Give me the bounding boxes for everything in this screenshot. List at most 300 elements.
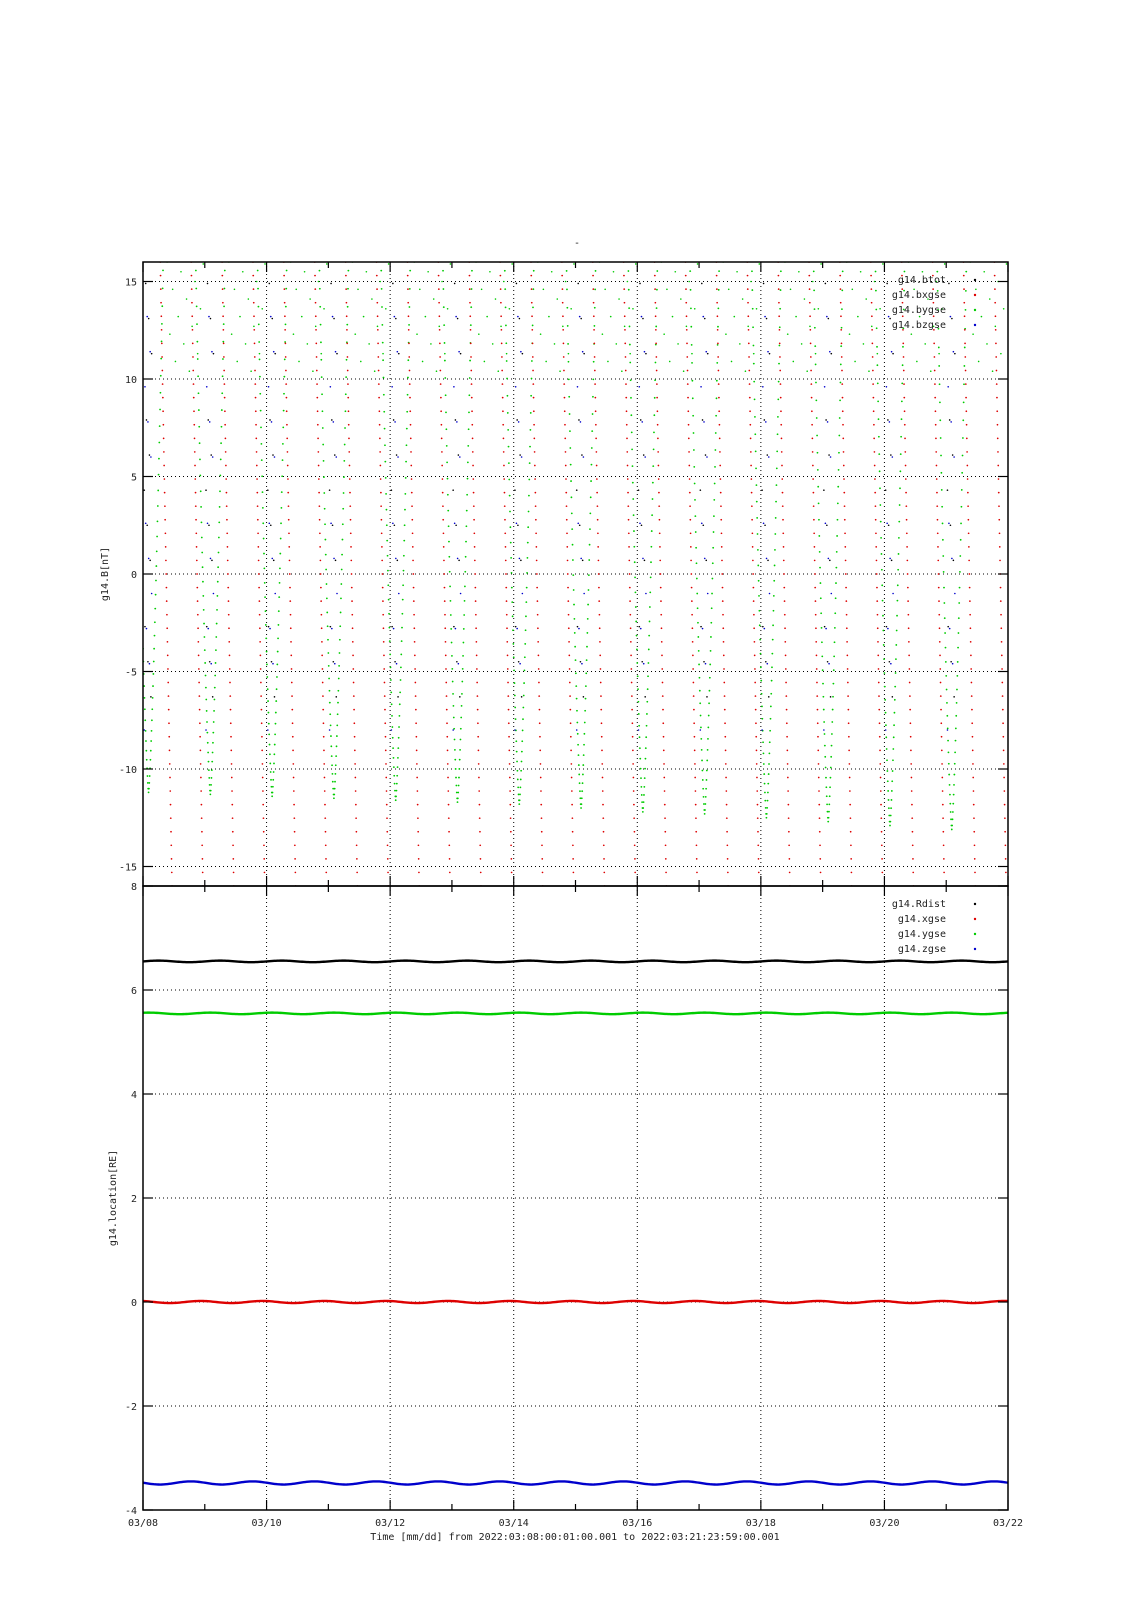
bxgse-point <box>572 817 574 819</box>
bxgse-point <box>469 315 471 317</box>
bxgse-point <box>562 329 564 331</box>
btot-point <box>889 318 891 320</box>
btot-point <box>333 661 335 663</box>
bygse-point <box>717 326 719 328</box>
bxgse-point <box>940 682 942 684</box>
bygse-point <box>344 444 346 446</box>
bxgse-point <box>351 614 353 616</box>
bxgse-point <box>973 804 975 806</box>
bxgse-point <box>197 614 199 616</box>
bxgse-point <box>717 315 719 317</box>
bygse-point <box>888 799 890 801</box>
bygse-point <box>630 414 632 416</box>
btot-point <box>823 489 825 491</box>
bygse-point <box>639 736 641 738</box>
bygse-point <box>319 270 321 272</box>
bxgse-point <box>161 329 163 331</box>
bxgse-point <box>532 343 534 345</box>
bygse-point <box>709 690 711 692</box>
bygse-point <box>151 708 153 710</box>
bygse-point <box>634 577 636 579</box>
bxgse-point <box>562 302 564 304</box>
bygse-point <box>322 410 324 412</box>
bygse-point <box>863 343 865 345</box>
bygse-point <box>756 501 758 503</box>
bygse-point <box>144 719 146 721</box>
bygse-point <box>532 325 534 327</box>
bygse-point <box>266 676 268 678</box>
bygse-point <box>956 675 958 677</box>
bygse-point <box>589 544 591 546</box>
bygse-point <box>825 767 827 769</box>
bygse-point <box>151 719 153 721</box>
bygse-point <box>471 270 473 272</box>
bxgse-point <box>352 655 354 657</box>
bygse-point <box>309 298 311 300</box>
bygse-point <box>814 308 816 310</box>
panel2-ytick-label: 4 <box>130 1090 137 1101</box>
bygse-point <box>214 699 216 701</box>
bygse-point <box>706 779 708 781</box>
bygse-point <box>860 271 862 273</box>
bygse-point <box>258 306 260 308</box>
bxgse-point <box>727 858 729 860</box>
bygse-point <box>773 595 775 597</box>
bzgse-point <box>701 523 703 525</box>
bxgse-point <box>195 492 197 494</box>
bygse-point <box>938 347 940 349</box>
bxgse-point <box>194 437 196 439</box>
bxgse-point <box>693 709 695 711</box>
bygse-point <box>339 639 341 641</box>
bygse-point <box>445 428 447 430</box>
bxgse-trace <box>716 261 729 887</box>
bxgse-point <box>413 587 415 589</box>
panel1-ytick-label: -10 <box>118 765 137 776</box>
bygse-point <box>327 652 329 654</box>
bygse-point <box>343 476 345 478</box>
bxgse-point <box>566 532 568 534</box>
bxgse-point <box>844 546 846 548</box>
bygse-point <box>632 482 634 484</box>
bxgse-point <box>757 844 759 846</box>
bzgse-point <box>392 523 394 525</box>
bxgse-point <box>691 600 693 602</box>
bygse-point <box>301 316 303 318</box>
bxgse-point <box>293 817 295 819</box>
bxgse-point <box>408 356 410 358</box>
bygse-point <box>454 759 456 761</box>
bygse-point <box>801 343 803 345</box>
bygse-point <box>981 316 983 318</box>
bygse-point <box>218 537 220 539</box>
bygse-point <box>528 495 530 497</box>
bxgse-point <box>288 505 290 507</box>
bxgse-point <box>967 492 969 494</box>
bygse-point <box>258 341 260 343</box>
bxgse-point <box>348 424 350 426</box>
bxgse-point <box>629 600 631 602</box>
bygse-point <box>944 263 946 265</box>
bygse-point <box>391 715 393 717</box>
bygse-point <box>586 632 588 634</box>
bzgse-point <box>948 523 950 525</box>
bygse-point <box>392 737 394 739</box>
bygse-point <box>769 730 771 732</box>
bygse-daily-dip <box>689 261 760 815</box>
bygse-point <box>450 628 452 630</box>
btot-point <box>641 524 643 526</box>
bxgse-point <box>601 722 603 724</box>
bxgse-point <box>289 573 291 575</box>
btot-point <box>336 353 338 355</box>
bxgse-point <box>819 831 821 833</box>
bzgse-point <box>331 628 333 630</box>
bxgse-point <box>844 505 846 507</box>
bxgse-point <box>720 492 722 494</box>
btot-point <box>700 489 702 491</box>
bygse-point <box>422 361 424 363</box>
bygse-point <box>162 269 164 271</box>
btot-bzgse-points <box>329 283 338 731</box>
bxgse-point <box>570 736 572 738</box>
bxgse-point <box>170 844 172 846</box>
bygse-point <box>337 702 339 704</box>
bxgse-point <box>997 451 999 453</box>
bxgse-point <box>688 424 690 426</box>
bxgse-point <box>817 736 819 738</box>
bygse-point <box>266 664 268 666</box>
bxgse-point <box>595 397 597 399</box>
bxgse-point <box>231 790 233 792</box>
bygse-point <box>264 582 266 584</box>
bygse-point <box>709 677 711 679</box>
bygse-point <box>386 509 388 511</box>
bygse-point <box>569 447 571 449</box>
bxgse-point <box>475 627 477 629</box>
bxgse-point <box>475 600 477 602</box>
bygse-point <box>705 796 707 798</box>
bxgse-point <box>167 668 169 670</box>
bxgse-point <box>655 302 657 304</box>
btot-point <box>391 626 393 628</box>
bxgse-point <box>968 519 970 521</box>
bygse-point <box>191 326 193 328</box>
bygse-point <box>710 636 712 638</box>
bygse-point <box>645 747 647 749</box>
bygse-point <box>774 533 776 535</box>
bxgse-point <box>756 777 758 779</box>
bygse-point <box>514 682 516 684</box>
bzgse-point <box>457 558 459 560</box>
bzgse-point <box>892 456 894 458</box>
btot-point <box>333 318 335 320</box>
bxgse-point <box>256 451 258 453</box>
bygse-point <box>701 749 703 751</box>
bygse-point <box>879 487 881 489</box>
btot-bzgse-points <box>638 283 647 731</box>
bygse-point <box>652 482 654 484</box>
bxgse-point <box>354 749 356 751</box>
bxgse-point <box>972 777 974 779</box>
bygse-point <box>276 688 278 690</box>
bygse-point <box>445 411 447 413</box>
bxgse-point <box>842 437 844 439</box>
bxgse-point <box>633 817 635 819</box>
bzgse-point <box>581 663 583 665</box>
bxgse-point <box>1002 722 1004 724</box>
bygse-point <box>946 689 948 691</box>
bxgse-point <box>655 315 657 317</box>
btot-point <box>885 489 887 491</box>
bygse-point <box>839 399 841 401</box>
bxgse-point <box>631 709 633 711</box>
bygse-point <box>771 653 773 655</box>
bxgse-point <box>880 777 882 779</box>
bygse-point <box>581 803 583 805</box>
bzgse-point <box>829 351 831 353</box>
bxgse-point <box>842 424 844 426</box>
bxgse-point <box>443 532 445 534</box>
bygse-point <box>885 724 887 726</box>
bxgse-point <box>781 465 783 467</box>
btot-point <box>768 696 770 698</box>
bzgse-point <box>761 729 763 731</box>
bygse-point <box>444 353 446 355</box>
bxgse-point <box>664 804 666 806</box>
bxgse-point <box>164 519 166 521</box>
bxgse-point <box>294 831 296 833</box>
bxgse-point <box>380 505 382 507</box>
bygse-point <box>831 733 833 735</box>
bxgse-point <box>409 397 411 399</box>
bxgse-point <box>846 655 848 657</box>
bxgse-point <box>477 722 479 724</box>
bygse-point <box>451 642 453 644</box>
bygse-point <box>828 811 830 813</box>
bygse-point <box>484 361 486 363</box>
bygse-point <box>818 519 820 521</box>
bxgse-point <box>507 655 509 657</box>
bygse-point <box>640 768 642 770</box>
bygse-point <box>224 288 226 290</box>
bygse-point <box>989 298 991 300</box>
bxgse-point <box>628 532 630 534</box>
bygse-point <box>201 521 203 523</box>
bzgse-point <box>823 729 825 731</box>
bygse-point <box>273 763 275 765</box>
bxgse-point <box>439 315 441 317</box>
bzgse-point <box>458 351 460 353</box>
bygse-point <box>879 504 881 506</box>
bygse-point <box>572 559 574 561</box>
panel2-ytick-label: -2 <box>124 1402 137 1413</box>
bzgse-point <box>455 316 457 318</box>
bygse-point <box>342 523 344 525</box>
bxgse-point <box>876 587 878 589</box>
bzgse-point <box>209 421 211 423</box>
bxgse-point <box>226 519 228 521</box>
bxgse-point <box>230 736 232 738</box>
bygse-point <box>698 650 700 652</box>
bxgse-point <box>722 627 724 629</box>
bygse-point <box>530 412 532 414</box>
bygse-point <box>884 672 886 674</box>
bzgse-point <box>954 593 956 595</box>
bygse-point <box>307 343 309 345</box>
bxgse-point <box>416 749 418 751</box>
bxgse-point <box>633 790 635 792</box>
bygse-point <box>157 490 159 492</box>
bzgse-point <box>890 663 892 665</box>
bxgse-point <box>726 831 728 833</box>
bygse-point <box>939 383 941 385</box>
bygse-point <box>959 571 961 573</box>
bygse-point <box>963 383 965 385</box>
bygse-point <box>958 617 960 619</box>
bygse-point <box>637 688 639 690</box>
bygse-point <box>513 656 515 658</box>
bzgse-point <box>208 316 210 318</box>
bxgse-point <box>469 275 471 277</box>
bygse-point <box>649 621 651 623</box>
bygse-point <box>841 308 843 310</box>
btot-point <box>702 419 704 421</box>
bygse-point <box>824 745 826 747</box>
bygse-point <box>277 651 279 653</box>
bxgse-point <box>755 722 757 724</box>
btot-point <box>267 489 269 491</box>
bzgse-point <box>519 558 521 560</box>
bxgse-point <box>472 465 474 467</box>
x-tick-labels <box>128 1518 1023 1529</box>
bxgse-point <box>325 844 327 846</box>
bygse-point <box>206 710 208 712</box>
bxgse-point <box>934 383 936 385</box>
bzgse-point <box>825 523 827 525</box>
bygse-point <box>154 608 156 610</box>
bxgse-point <box>659 532 661 534</box>
bygse-point <box>963 365 965 367</box>
bygse-point <box>145 750 147 752</box>
bygse-point <box>201 537 203 539</box>
bxgse-point <box>689 478 691 480</box>
bygse-point <box>260 426 262 428</box>
bxgse-point <box>480 872 482 874</box>
bygse-point <box>607 361 609 363</box>
bxgse-point <box>600 695 602 697</box>
bygse-point <box>520 779 522 781</box>
bygse-point <box>196 323 198 325</box>
bxgse-point <box>695 817 697 819</box>
bzgse-point <box>210 663 212 665</box>
bygse-point <box>822 696 824 698</box>
bygse-point <box>959 555 961 557</box>
bygse-point <box>943 587 945 589</box>
bxgse-point <box>963 275 965 277</box>
bxgse-point <box>943 872 945 874</box>
bxgse-point <box>789 872 791 874</box>
bxgse-point <box>875 505 877 507</box>
bygse-point <box>159 425 161 427</box>
bygse-point <box>901 400 903 402</box>
bygse-point <box>577 744 579 746</box>
bygse-point <box>636 662 638 664</box>
bygse-point <box>651 530 653 532</box>
btot-point <box>206 626 208 628</box>
bygse-point <box>877 353 879 355</box>
bygse-point <box>893 736 895 738</box>
bygse-point <box>946 715 948 717</box>
bxgse-point <box>412 546 414 548</box>
bygse-point <box>835 567 837 569</box>
bygse-point <box>766 807 768 809</box>
bygse-point <box>511 263 513 265</box>
bxgse-point <box>502 424 504 426</box>
bygse-point <box>264 596 266 598</box>
bxgse-point <box>566 505 568 507</box>
bxgse-point <box>263 817 265 819</box>
bxgse-point <box>345 288 347 290</box>
bxgse-point <box>873 410 875 412</box>
bygse-point <box>787 333 789 335</box>
bxgse-point <box>664 817 666 819</box>
bygse-point <box>545 361 547 363</box>
bxgse-point <box>383 655 385 657</box>
bygse-point <box>633 514 635 516</box>
bygse-point <box>221 392 223 394</box>
bxgse-point <box>410 451 412 453</box>
bzgse-point <box>577 386 579 388</box>
bxgse-point <box>259 614 261 616</box>
bxgse-point <box>572 844 574 846</box>
bxgse-point <box>532 370 534 372</box>
bygse-point <box>773 580 775 582</box>
bygse-point <box>824 756 826 758</box>
bxgse-point <box>167 641 169 643</box>
bygse-point <box>144 708 146 710</box>
bxgse-point <box>912 844 914 846</box>
bxgse-point <box>315 302 317 304</box>
bxgse-point <box>415 722 417 724</box>
bxgse-point <box>168 709 170 711</box>
bygse-point <box>916 361 918 363</box>
bygse-point <box>540 333 542 335</box>
bygse-point <box>392 747 394 749</box>
bygse-point <box>265 624 267 626</box>
bygse-point <box>602 333 604 335</box>
bygse-point <box>161 340 163 342</box>
bygse-point <box>272 786 274 788</box>
bzgse-point <box>453 386 455 388</box>
bygse-point <box>725 333 727 335</box>
bygse-point <box>641 794 643 796</box>
bygse-point <box>773 610 775 612</box>
bxgse-point <box>722 587 724 589</box>
bygse-point <box>532 288 534 290</box>
bxgse-point <box>903 397 905 399</box>
bygse-point <box>627 281 629 283</box>
btot-point <box>764 524 766 526</box>
bxgse-point <box>1000 587 1002 589</box>
bxgse-point <box>472 451 474 453</box>
bxgse-point <box>347 397 349 399</box>
bxgse-point <box>503 465 505 467</box>
bxgse-point <box>752 573 754 575</box>
bygse-point <box>261 459 263 461</box>
btot-point <box>891 560 893 562</box>
btot-bzgse-points <box>143 283 152 731</box>
